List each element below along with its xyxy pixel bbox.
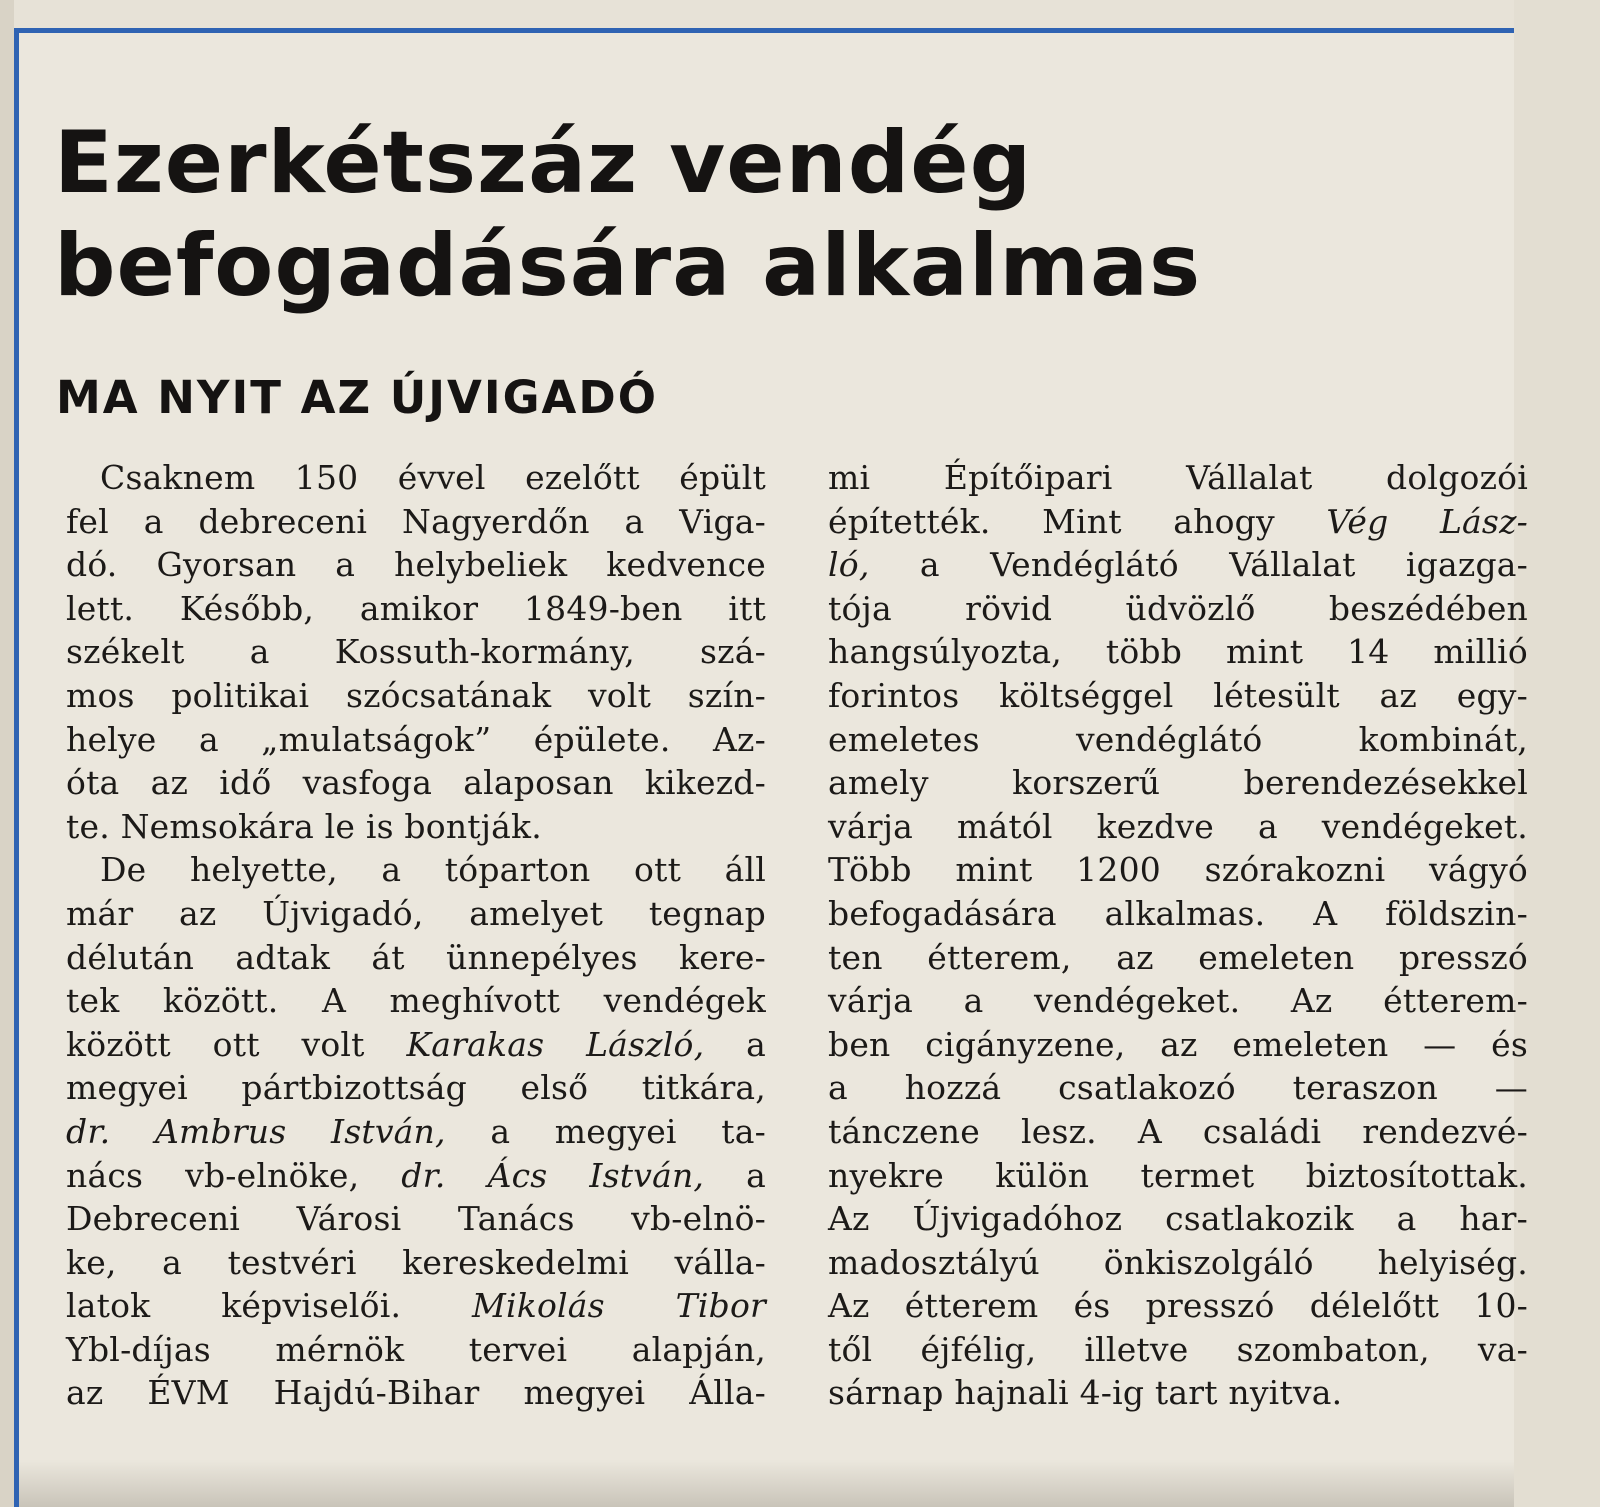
text-run: az ÉVM Hajdú-Bihar megyei Álla- bbox=[66, 1373, 766, 1413]
article-line bbox=[66, 1371, 766, 1415]
article-line bbox=[66, 674, 766, 718]
article-line bbox=[828, 587, 1528, 631]
article-line bbox=[828, 1066, 1528, 1110]
article-line bbox=[828, 1110, 1528, 1154]
article-line bbox=[66, 1197, 766, 1241]
text-run: latok képviselői. bbox=[66, 1286, 473, 1326]
text-run: építették. Mint ahogy bbox=[828, 501, 1327, 541]
text-run: emeletes vendéglátó kombinát, bbox=[828, 719, 1528, 759]
bottom-shadow bbox=[19, 1460, 1514, 1507]
frame-rule-top bbox=[14, 28, 1514, 33]
text-run: forintos költséggel létesült az egy- bbox=[828, 675, 1528, 715]
text-run: várja a vendégeket. Az étterem- bbox=[828, 981, 1528, 1021]
article-line bbox=[66, 500, 766, 544]
text-run: mos politikai szócsatának volt szín- bbox=[66, 675, 766, 715]
article-line bbox=[828, 543, 1528, 587]
text-run: tánczene lesz. A családi rendezvé- bbox=[828, 1111, 1528, 1151]
italic-name: Karakas László, bbox=[406, 1024, 705, 1064]
text-run: nács vb-elnöke, bbox=[66, 1155, 402, 1195]
article-line bbox=[828, 1284, 1528, 1328]
article-line bbox=[66, 543, 766, 587]
article-column-right bbox=[828, 456, 1528, 1415]
headline-line-2: befogadására alkalmas bbox=[54, 216, 1202, 316]
article-line bbox=[828, 1197, 1528, 1241]
article-line bbox=[66, 761, 766, 805]
article-line bbox=[66, 805, 766, 849]
article-line bbox=[66, 1023, 766, 1067]
article-line bbox=[828, 1154, 1528, 1198]
article-line bbox=[828, 500, 1528, 544]
text-run: délután adtak át ünnepélyes kere- bbox=[66, 937, 766, 977]
page-edge bbox=[0, 0, 14, 1507]
article-line bbox=[66, 587, 766, 631]
text-run: te. Nemsokára le is bontják. bbox=[66, 806, 542, 846]
text-run: amely korszerű berendezésekkel bbox=[828, 763, 1528, 803]
article-line bbox=[66, 979, 766, 1023]
article-line bbox=[828, 892, 1528, 936]
headline-line-1: Ezerkétszáz vendég bbox=[54, 113, 1033, 213]
italic-name: Mikolás Tibor bbox=[472, 1286, 767, 1326]
text-run: a bbox=[704, 1155, 766, 1195]
text-run: a bbox=[704, 1024, 766, 1064]
text-run: Ybl-díjas mérnök tervei alapján, bbox=[66, 1329, 766, 1369]
article-line bbox=[66, 718, 766, 762]
text-run: székelt a Kossuth-kormány, szá- bbox=[66, 632, 766, 672]
subheadline: MA NYIT AZ ÚJVIGADÓ bbox=[56, 371, 658, 424]
text-run: megyei pártbizottság első titkára, bbox=[66, 1068, 766, 1108]
text-run: sárnap hajnali 4-ig tart nyitva. bbox=[828, 1373, 1343, 1413]
text-run: a megyei ta- bbox=[445, 1111, 766, 1151]
italic-name: ló, bbox=[828, 545, 870, 585]
italic-name: dr. Ambrus István, bbox=[66, 1111, 446, 1151]
article-line bbox=[828, 630, 1528, 674]
text-run: dó. Gyorsan a helybeliek kedvence bbox=[66, 545, 766, 585]
text-run: a Vendéglátó Vállalat igazga- bbox=[869, 545, 1528, 585]
article-line bbox=[66, 1284, 766, 1328]
text-run: madosztályú önkiszolgáló helyiség. bbox=[828, 1242, 1528, 1282]
text-run: tek között. A meghívott vendégek bbox=[66, 981, 766, 1021]
text-run: lett. Később, amikor 1849-ben itt bbox=[66, 588, 766, 628]
text-run: Debreceni Városi Tanács vb-elnö- bbox=[66, 1199, 766, 1239]
article-line bbox=[828, 805, 1528, 849]
text-run: nyekre külön termet biztosítottak. bbox=[828, 1155, 1528, 1195]
text-run: Több mint 1200 szórakozni vágyó bbox=[828, 850, 1528, 890]
article-line bbox=[66, 848, 766, 892]
text-run: mi Építőipari Vállalat dolgozói bbox=[828, 458, 1528, 497]
article-line bbox=[828, 848, 1528, 892]
text-run: Az étterem és presszó délelőtt 10- bbox=[828, 1286, 1528, 1326]
text-run: a hozzá csatlakozó teraszon — bbox=[828, 1068, 1528, 1108]
frame-rule-left bbox=[14, 28, 19, 1507]
text-run: befogadására alkalmas. A földszin- bbox=[828, 893, 1528, 933]
text-run: ke, a testvéri kereskedelmi válla- bbox=[66, 1242, 766, 1282]
article-line bbox=[66, 936, 766, 980]
article-line bbox=[66, 1066, 766, 1110]
article-line bbox=[66, 1154, 766, 1198]
article-line bbox=[828, 456, 1528, 500]
article-line bbox=[828, 674, 1528, 718]
article-line bbox=[828, 1371, 1528, 1415]
text-run: hangsúlyozta, több mint 14 millió bbox=[828, 632, 1528, 672]
article-line bbox=[66, 1110, 766, 1154]
text-run: ben cigányzene, az emeleten — és bbox=[828, 1024, 1528, 1064]
article-line bbox=[828, 1241, 1528, 1285]
headline bbox=[54, 112, 1354, 318]
article-line bbox=[66, 630, 766, 674]
article-line bbox=[828, 1023, 1528, 1067]
text-run: től éjfélig, illetve szombaton, va- bbox=[828, 1329, 1528, 1369]
italic-name: Vég Lász- bbox=[1326, 501, 1529, 541]
text-run: ten étterem, az emeleten presszó bbox=[828, 937, 1528, 977]
text-run: De helyette, a tóparton ott áll bbox=[100, 850, 766, 890]
text-run: helye a „mulatságok” épülete. Az- bbox=[66, 719, 766, 759]
text-run: már az Újvigadó, amelyet tegnap bbox=[66, 893, 766, 933]
article-line bbox=[828, 936, 1528, 980]
article-line bbox=[66, 892, 766, 936]
text-run: között ott volt bbox=[66, 1024, 407, 1064]
text-run: óta az idő vasfoga alaposan kikezd- bbox=[66, 763, 766, 803]
article-line bbox=[828, 1328, 1528, 1372]
article-line bbox=[828, 979, 1528, 1023]
italic-name: dr. Ács István, bbox=[401, 1155, 705, 1195]
article-line bbox=[66, 456, 766, 500]
text-run: tója rövid üdvözlő beszédében bbox=[828, 588, 1528, 628]
text-run: Az Újvigadóhoz csatlakozik a har- bbox=[828, 1199, 1528, 1239]
article-line bbox=[828, 761, 1528, 805]
article-line bbox=[66, 1241, 766, 1285]
text-run: várja mától kezdve a vendégeket. bbox=[828, 806, 1528, 846]
text-run: Csaknem 150 évvel ezelőtt épült bbox=[100, 458, 766, 497]
article-line bbox=[828, 718, 1528, 762]
text-run: fel a debreceni Nagyerdőn a Viga- bbox=[66, 501, 766, 541]
article-column-left bbox=[66, 456, 766, 1415]
article-line bbox=[66, 1328, 766, 1372]
